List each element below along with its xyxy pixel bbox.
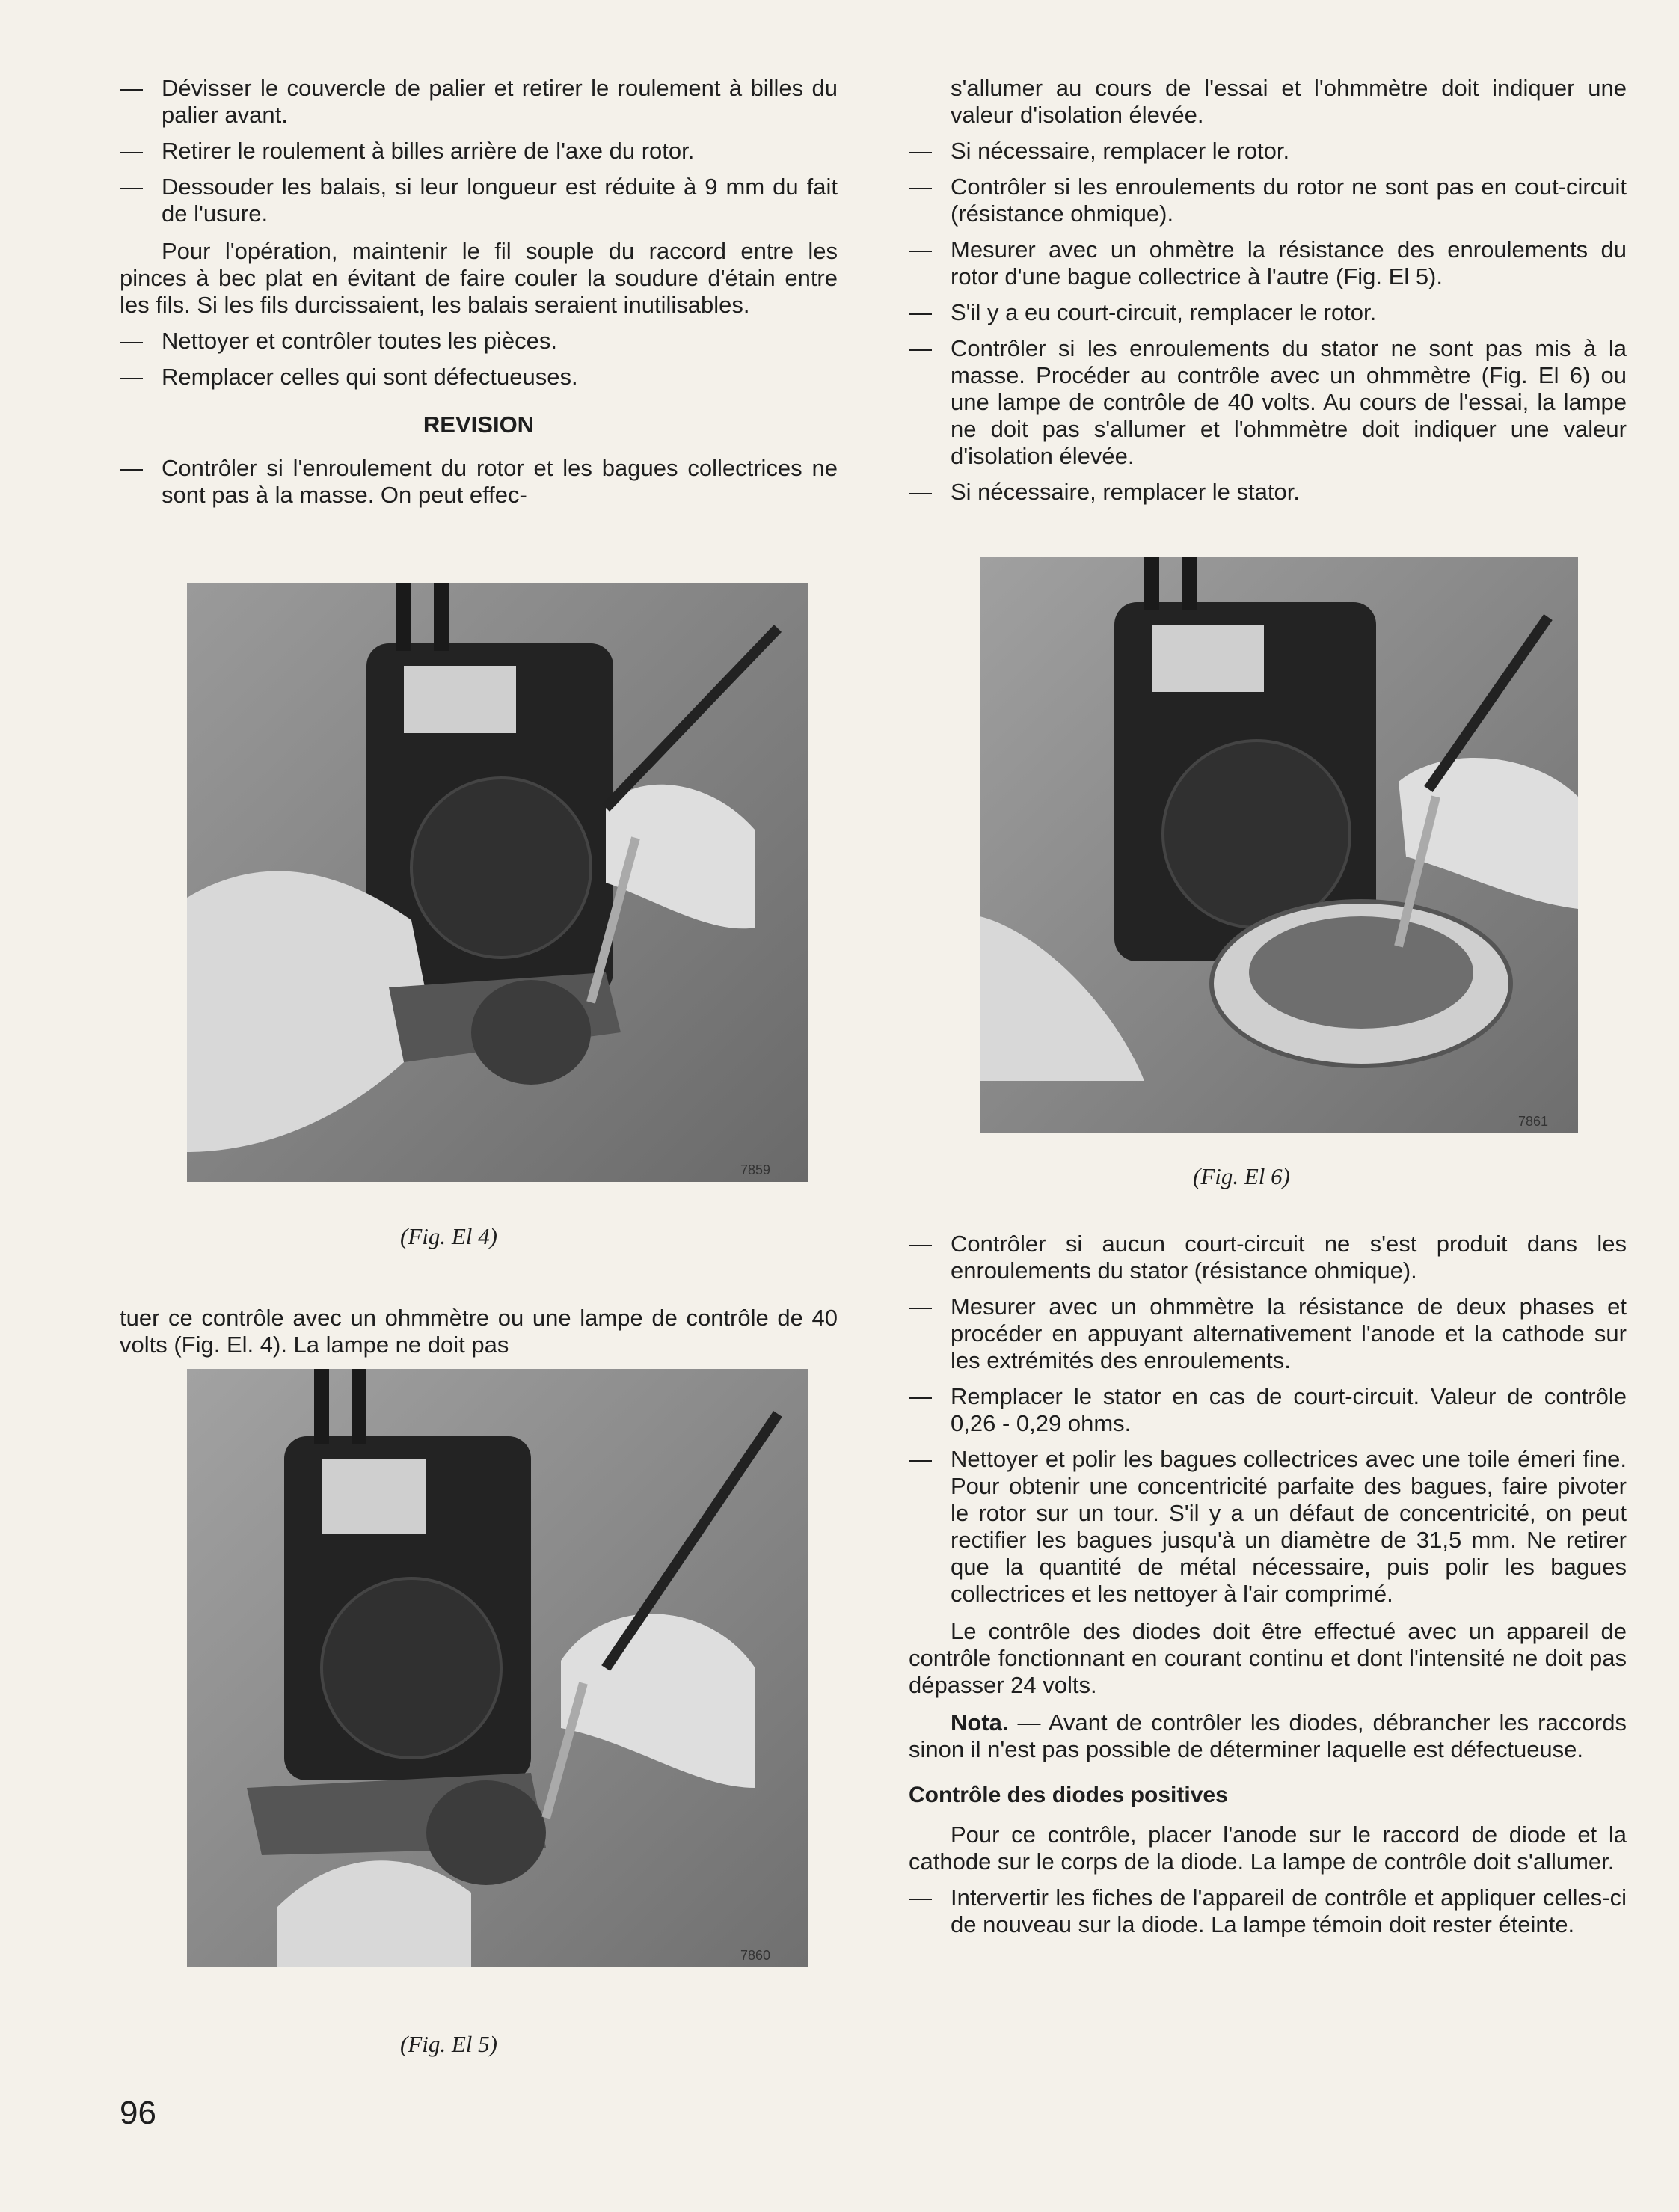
list-item: — Si nécessaire, remplacer le rotor. (909, 138, 1290, 164)
paragraph: tuer ce contrôle avec un ohmmètre ou une lampe de contrôle de 40 volts (Fig. El. 4). La lampe ne doit pas (120, 1305, 838, 1358)
list-item: — Mesurer avec un ohmmètre la résistance de deux phases et procéder en appuyant alternativement l'anode et la cathode sur les extrémités des enroulements. (909, 1293, 1627, 1373)
list-item: — Nettoyer et contrôler toutes les pièces. (120, 328, 557, 354)
list-item: — Nettoyer et polir les bagues collectrices avec une toile émeri fine. Pour obtenir une concentricité parfaite des bagues, faire pivoter le rotor sur un tour. S'il y a un défaut de concentricité, on peut rectifier les bagues jusqu'à un diamètre de 31,5 mm. Ne retirer que la quantité de métal nécessaire, puis polir les bagues collectrices et les nettoyer à l'air comprimé. (909, 1446, 1627, 1607)
paragraph: s'allumer au cours de l'essai et l'ohmmètre doit indiquer une valeur d'isolation élevée. (951, 75, 1627, 128)
figure-caption: (Fig. El 4) (400, 1223, 497, 1249)
paragraph: Pour l'opération, maintenir le fil souple du raccord entre les pinces à bec plat en évitant de faire couler la soudure d'étain entre les fils. Si les fils durcissaient, les balais seraient inutilisables. (120, 238, 838, 318)
list-item: — Contrôler si les enroulements du rotor ne sont pas en cout-circuit (résistance ohmique). (909, 174, 1627, 227)
right-column (909, 75, 1627, 515)
paragraph: Pour ce contrôle, placer l'anode sur le raccord de diode et la cathode sur le corps de la diode. La lampe de contrôle doit s'allumer. (909, 1822, 1627, 1875)
left-column (120, 75, 838, 518)
figure-4-photo (187, 583, 808, 1182)
figure-5-photo (187, 1369, 808, 1967)
list-item: — Mesurer avec un ohmètre la résistance des enroulements du rotor d'une bague collectrice à l'autre (Fig. El 5). (909, 236, 1627, 289)
list-item: — Remplacer le stator en cas de court-circuit. Valeur de contrôle 0,26 - 0,29 ohms. (909, 1383, 1627, 1436)
list-item: — Si nécessaire, remplacer le stator. (909, 479, 1300, 505)
section-heading: REVISION (423, 411, 535, 438)
left-column-continuation (120, 1294, 838, 1367)
list-item: — Remplacer celles qui sont défectueuses. (120, 364, 578, 390)
page-number: 96 (120, 2095, 156, 2131)
list-item: — Contrôler si l'enroulement du rotor et les bagues collectrices ne sont pas à la masse. On peut effec- (120, 455, 838, 508)
nota-label: Nota. (951, 1709, 1009, 1735)
figure-caption: (Fig. El 5) (400, 2031, 497, 2057)
figure-6-photo (980, 557, 1578, 1133)
list-item: — Intervertir les fiches de l'appareil de contrôle et appliquer celles-ci de nouveau sur la diode. La lampe témoin doit rester éteinte. (909, 1884, 1627, 1937)
figure-number: 7859 (740, 1162, 771, 1177)
nota-paragraph (909, 1709, 1627, 1763)
list-item: — Dessouder les balais, si leur longueur est réduite à 9 mm du fait de l'usure. (120, 174, 838, 227)
figure-number: 7861 (1518, 1114, 1549, 1129)
figure-caption: (Fig. El 6) (1193, 1163, 1290, 1189)
list-item: — Dévisser le couvercle de palier et retirer le roulement à billes du palier avant. (120, 75, 838, 128)
list-item: — Contrôler si aucun court-circuit ne s'est produit dans les enroulements du stator (résistance ohmique). (909, 1231, 1627, 1284)
paragraph: Le contrôle des diodes doit être effectué avec un appareil de contrôle fonctionnant en courant continu et dont l'intensité ne doit pas dépasser 24 volts. (909, 1618, 1627, 1698)
list-item: — Contrôler si les enroulements du stator ne sont pas mis à la masse. Procéder au contrôle avec un ohmmètre (Fig. El 6) ou une lampe de contrôle de 40 volts. Au cours de l'essai, la lampe ne doit pas s'allumer et l'ohmmètre doit indiquer une valeur d'isolation élevée. (909, 335, 1627, 469)
nota-text: — Avant de contrôler les diodes, débrancher les raccords sinon il n'est pas possible de déterminer laquelle est défectueuse. (909, 1709, 1627, 1762)
right-column-bottom (909, 1231, 1627, 1947)
list-item: — Retirer le roulement à billes arrière de l'axe du rotor. (120, 138, 695, 164)
list-item: — S'il y a eu court-circuit, remplacer le rotor. (909, 299, 1377, 325)
subsection-heading: Contrôle des diodes positives (909, 1783, 1228, 1807)
figure-number: 7860 (740, 1948, 771, 1963)
